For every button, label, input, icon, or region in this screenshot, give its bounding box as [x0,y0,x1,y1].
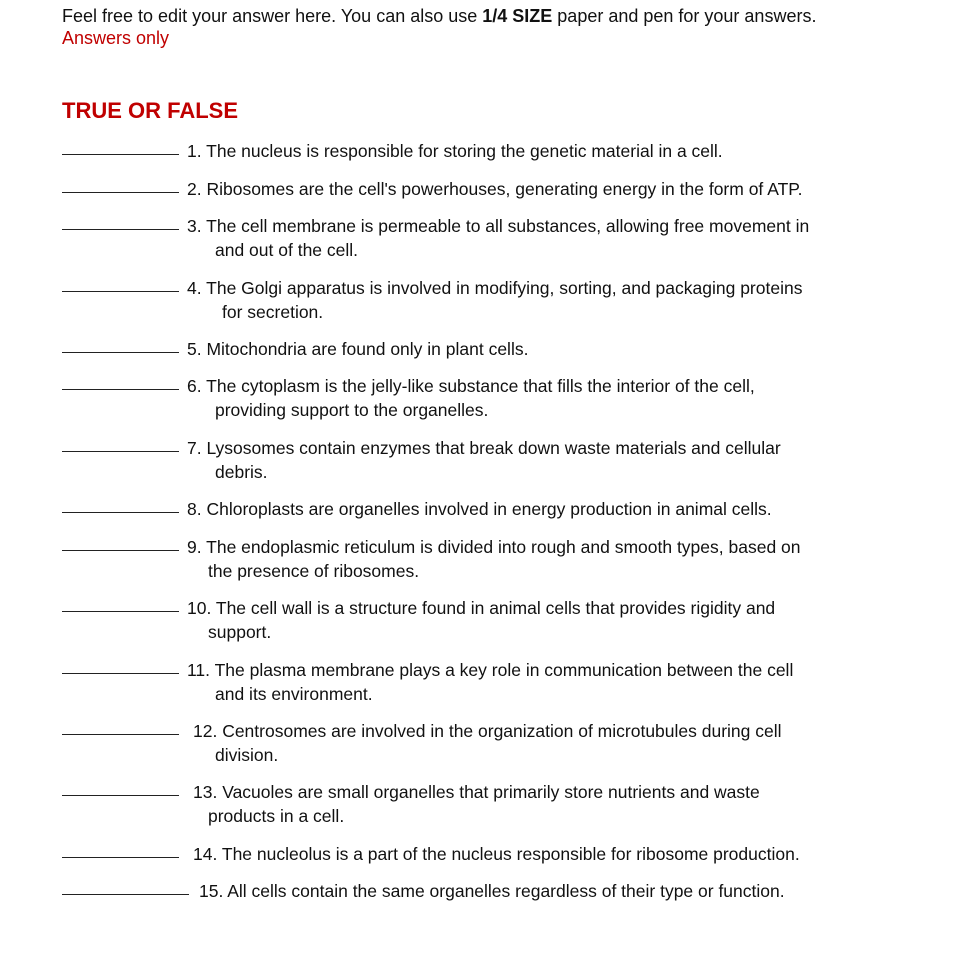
question-text: 14. The nucleolus is a part of the nucleus responsible for ribosome production. [193,844,800,864]
answer-blank[interactable] [62,795,179,796]
answer-blank[interactable] [62,192,179,193]
answer-blank[interactable] [62,154,179,155]
answer-blank[interactable] [62,857,179,858]
question-text-continued: the presence of ribosomes. [208,561,420,581]
question-text-continued: providing support to the organelles. [215,400,489,420]
answer-blank[interactable] [62,550,179,551]
answer-blank[interactable] [62,451,179,452]
question-text: 10. The cell wall is a structure found in animal cells that provides rigidity and [187,598,776,618]
question-text: 11. The plasma membrane plays a key role in communication between the cell [187,660,794,680]
question-text-continued: and its environment. [215,684,373,704]
question-text: 15. All cells contain the same organelles regardless of their type or function. [199,881,785,901]
answer-blank[interactable] [62,611,179,612]
answer-blank[interactable] [62,291,179,292]
answer-blank[interactable] [62,734,179,735]
question-text-continued: support. [208,622,272,642]
question-text-continued: division. [215,745,279,765]
question-text: 1. The nucleus is responsible for storing the genetic material in a cell. [187,141,723,161]
question-text: 8. Chloroplasts are organelles involved in energy production in animal cells. [187,499,772,519]
question-text: 7. Lysosomes contain enzymes that break down waste materials and cellular [187,438,781,458]
question-text-continued: products in a cell. [208,806,345,826]
answer-blank[interactable] [62,894,189,895]
answers-only-note: Answers only [62,28,170,48]
section-title: TRUE OR FALSE [62,98,239,123]
instructions-emphasis: 1/4 SIZE [482,6,553,26]
answer-blank[interactable] [62,512,179,513]
question-text: 2. Ribosomes are the cell's powerhouses, generating energy in the form of ATP. [187,179,803,199]
question-text: 5. Mitochondria are found only in plant cells. [187,339,529,359]
question-text: 3. The cell membrane is permeable to all substances, allowing free movement in [187,216,810,236]
question-text: 13. Vacuoles are small organelles that primarily store nutrients and waste [193,782,760,802]
instructions-text: Feel free to edit your answer here. You can also use [62,6,483,26]
question-text-continued: for secretion. [222,302,324,322]
question-text: 9. The endoplasmic reticulum is divided into rough and smooth types, based on [187,537,801,557]
answer-blank[interactable] [62,389,179,390]
question-text-continued: and out of the cell. [215,240,359,260]
answer-blank[interactable] [62,673,179,674]
question-text: 12. Centrosomes are involved in the organization of microtubules during cell [193,721,782,741]
answer-blank[interactable] [62,229,179,230]
instructions [62,5,816,27]
instructions-text-end: paper and pen for your answers. [552,6,817,26]
answer-blank[interactable] [62,352,179,353]
question-text: 4. The Golgi apparatus is involved in modifying, sorting, and packaging proteins [187,278,803,298]
question-text-continued: debris. [215,462,268,482]
question-text: 6. The cytoplasm is the jelly-like substance that fills the interior of the cell, [187,376,755,396]
